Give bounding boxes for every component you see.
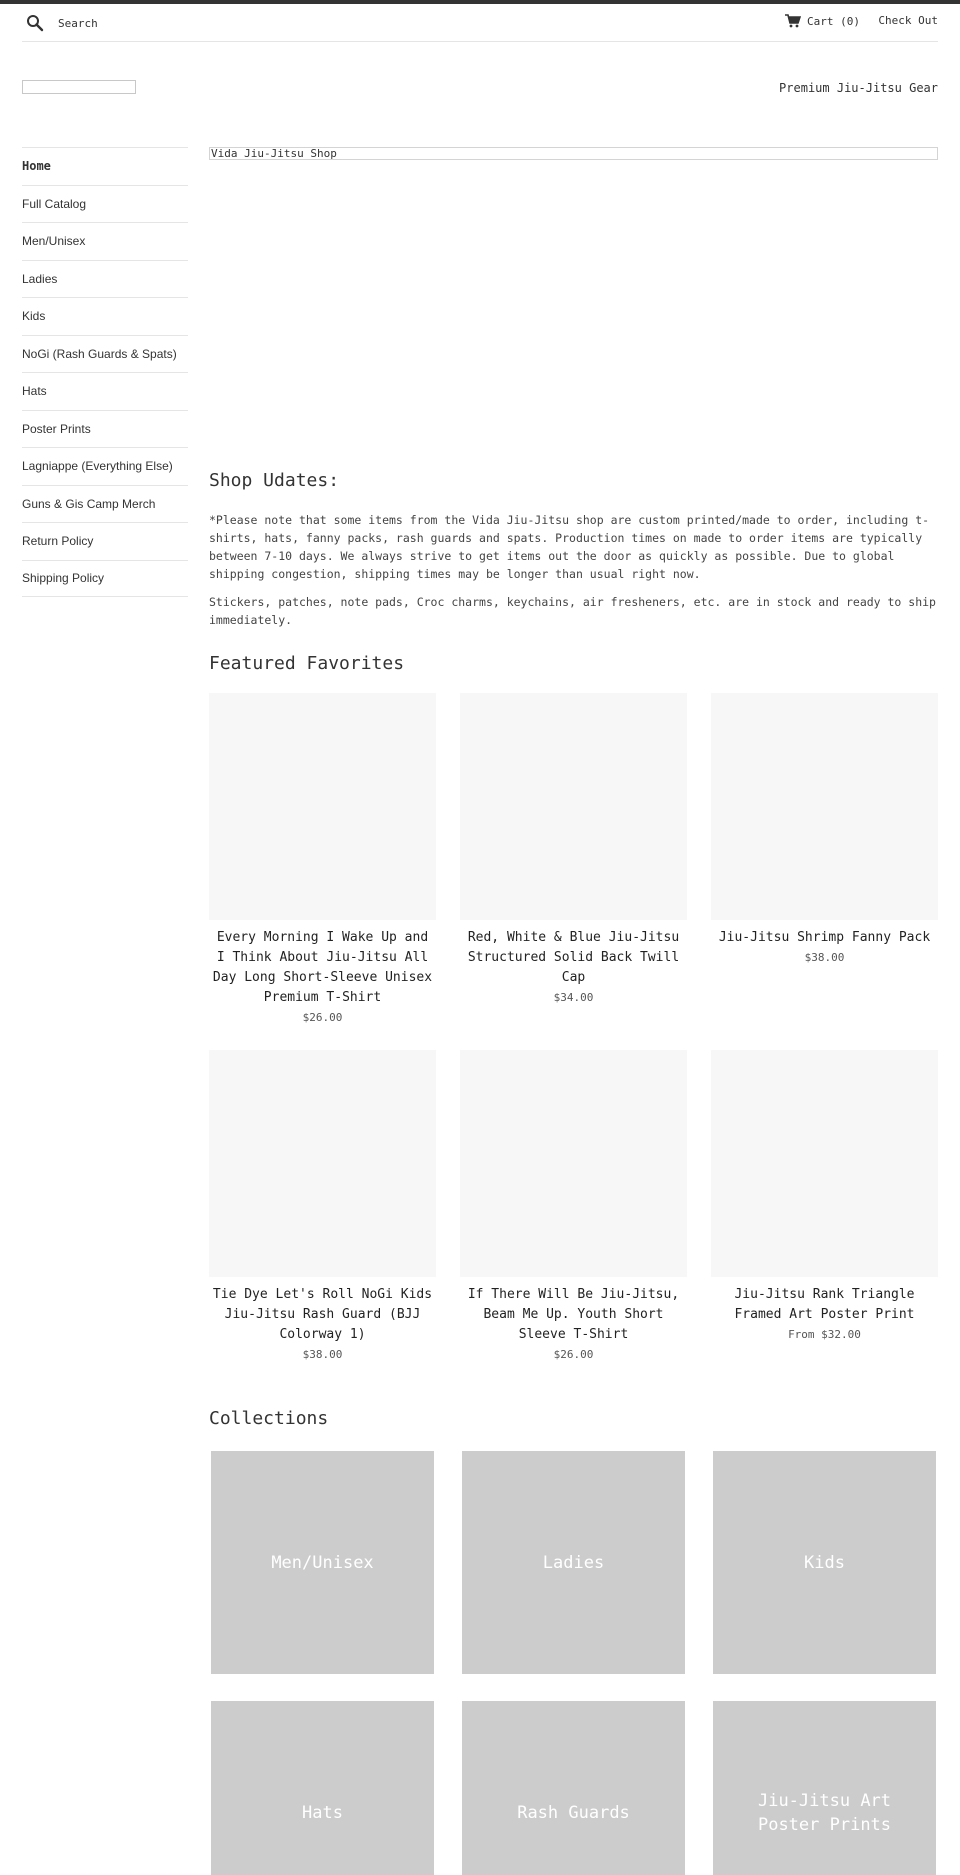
- collection-label[interactable]: Kids: [713, 1451, 936, 1674]
- collection-label[interactable]: Rash Guards: [462, 1701, 685, 1875]
- sidebar-item-men-unisex[interactable]: Men/Unisex: [22, 222, 188, 260]
- collection-tile[interactable]: [460, 1449, 687, 1676]
- product-price: $26.00: [553, 1348, 594, 1361]
- product-card[interactable]: [209, 693, 436, 1028]
- main-content: [209, 147, 938, 1835]
- product-image[interactable]: [460, 693, 687, 920]
- product-image[interactable]: [711, 1050, 938, 1277]
- collection-grid-row: [209, 1449, 938, 1676]
- collection-tile[interactable]: [711, 1449, 938, 1676]
- product-image[interactable]: [209, 693, 436, 920]
- product-image[interactable]: [711, 693, 938, 920]
- product-grid-row: [209, 693, 938, 1028]
- sidebar-item-full-catalog[interactable]: Full Catalog: [22, 185, 188, 223]
- checkout-link[interactable]: Check Out: [878, 14, 938, 27]
- cart-label: Cart (0): [807, 14, 860, 28]
- collection-tile[interactable]: [209, 1699, 436, 1875]
- product-price: From $32.00: [788, 1328, 861, 1341]
- cart-link[interactable]: [785, 14, 860, 28]
- collections-heading: Collections: [209, 1408, 329, 1429]
- product-card[interactable]: [460, 1050, 687, 1365]
- product-card[interactable]: [711, 1050, 938, 1365]
- search-icon[interactable]: [26, 14, 44, 32]
- updates-paragraph: Stickers, patches, note pads, Croc charms, keychains, air fresheners, etc. are in stock and ready to ship immediately.: [209, 595, 936, 627]
- sidebar-item-home[interactable]: Home: [22, 147, 188, 185]
- product-title[interactable]: Every Morning I Wake Up and I Think About Jiu-Jitsu All Day Long Short-Sleeve Unisex Premium T-Shirt: [212, 930, 433, 1005]
- product-title[interactable]: Jiu-Jitsu Shrimp Fanny Pack: [718, 930, 931, 945]
- collection-label[interactable]: Jiu-Jitsu Art Poster Prints: [713, 1701, 936, 1875]
- sidebar-item-guns-gis[interactable]: Guns & Gis Camp Merch: [22, 485, 188, 523]
- product-price: $26.00: [302, 1011, 343, 1024]
- sidebar-item-nogi[interactable]: NoGi (Rash Guards & Spats): [22, 335, 188, 373]
- collection-grid-row: [209, 1699, 938, 1875]
- store-logo[interactable]: [22, 80, 136, 94]
- product-price: $34.00: [553, 991, 594, 1004]
- collection-tile[interactable]: [711, 1699, 938, 1875]
- sidebar-item-return-policy[interactable]: Return Policy: [22, 522, 188, 560]
- collection-tile[interactable]: [460, 1699, 687, 1875]
- cart-icon: [785, 14, 801, 28]
- collection-label[interactable]: Hats: [211, 1701, 434, 1875]
- sidebar-nav: [22, 147, 188, 597]
- updates-heading: Shop Udates:: [209, 470, 340, 491]
- search-input[interactable]: [58, 12, 358, 34]
- collection-tile[interactable]: [209, 1449, 436, 1676]
- sidebar-item-lagniappe[interactable]: Lagniappe (Everything Else): [22, 447, 188, 485]
- product-title[interactable]: Red, White & Blue Jiu-Jitsu Structured Solid Back Twill Cap: [467, 930, 680, 985]
- updates-paragraph: *Please note that some items from the Vida Jiu-Jitsu shop are custom printed/made to order, including t-shirts, hats, fanny packs, rash guards and spats. Production times on made to order items are typically between 7-10 days. We always strive to get items out the door as quickly as possible. Due to global shipping congestion, shipping times may be longer than usual right now.: [209, 513, 930, 581]
- product-card[interactable]: [711, 693, 938, 1028]
- product-price: $38.00: [804, 951, 845, 964]
- product-card[interactable]: [460, 693, 687, 1028]
- product-card[interactable]: [209, 1050, 436, 1365]
- product-title[interactable]: If There Will Be Jiu-Jitsu, Beam Me Up. Youth Short Sleeve T-Shirt: [467, 1287, 680, 1342]
- collection-label[interactable]: Ladies: [462, 1451, 685, 1674]
- product-price: $38.00: [302, 1348, 343, 1361]
- product-image[interactable]: [460, 1050, 687, 1277]
- collection-label[interactable]: Men/Unisex: [211, 1451, 434, 1674]
- product-image[interactable]: [209, 1050, 436, 1277]
- product-title[interactable]: Tie Dye Let's Roll NoGi Kids Jiu-Jitsu Rash Guard (BJJ Colorway 1): [212, 1287, 433, 1342]
- sidebar-item-kids[interactable]: Kids: [22, 297, 188, 335]
- sidebar-item-poster-prints[interactable]: Poster Prints: [22, 410, 188, 448]
- store-tagline: Premium Jiu-Jitsu Gear: [779, 81, 938, 95]
- site-header: [22, 4, 938, 42]
- sidebar-item-shipping-policy[interactable]: Shipping Policy: [22, 560, 188, 598]
- product-title[interactable]: Jiu-Jitsu Rank Triangle Framed Art Poster Print: [734, 1287, 915, 1322]
- sidebar-item-hats[interactable]: Hats: [22, 372, 188, 410]
- featured-heading: Featured Favorites: [209, 653, 405, 674]
- sidebar-item-ladies[interactable]: Ladies: [22, 260, 188, 298]
- product-grid-row: [209, 1050, 938, 1365]
- slideshow-banner[interactable]: Vida Jiu-Jitsu Shop: [209, 147, 938, 160]
